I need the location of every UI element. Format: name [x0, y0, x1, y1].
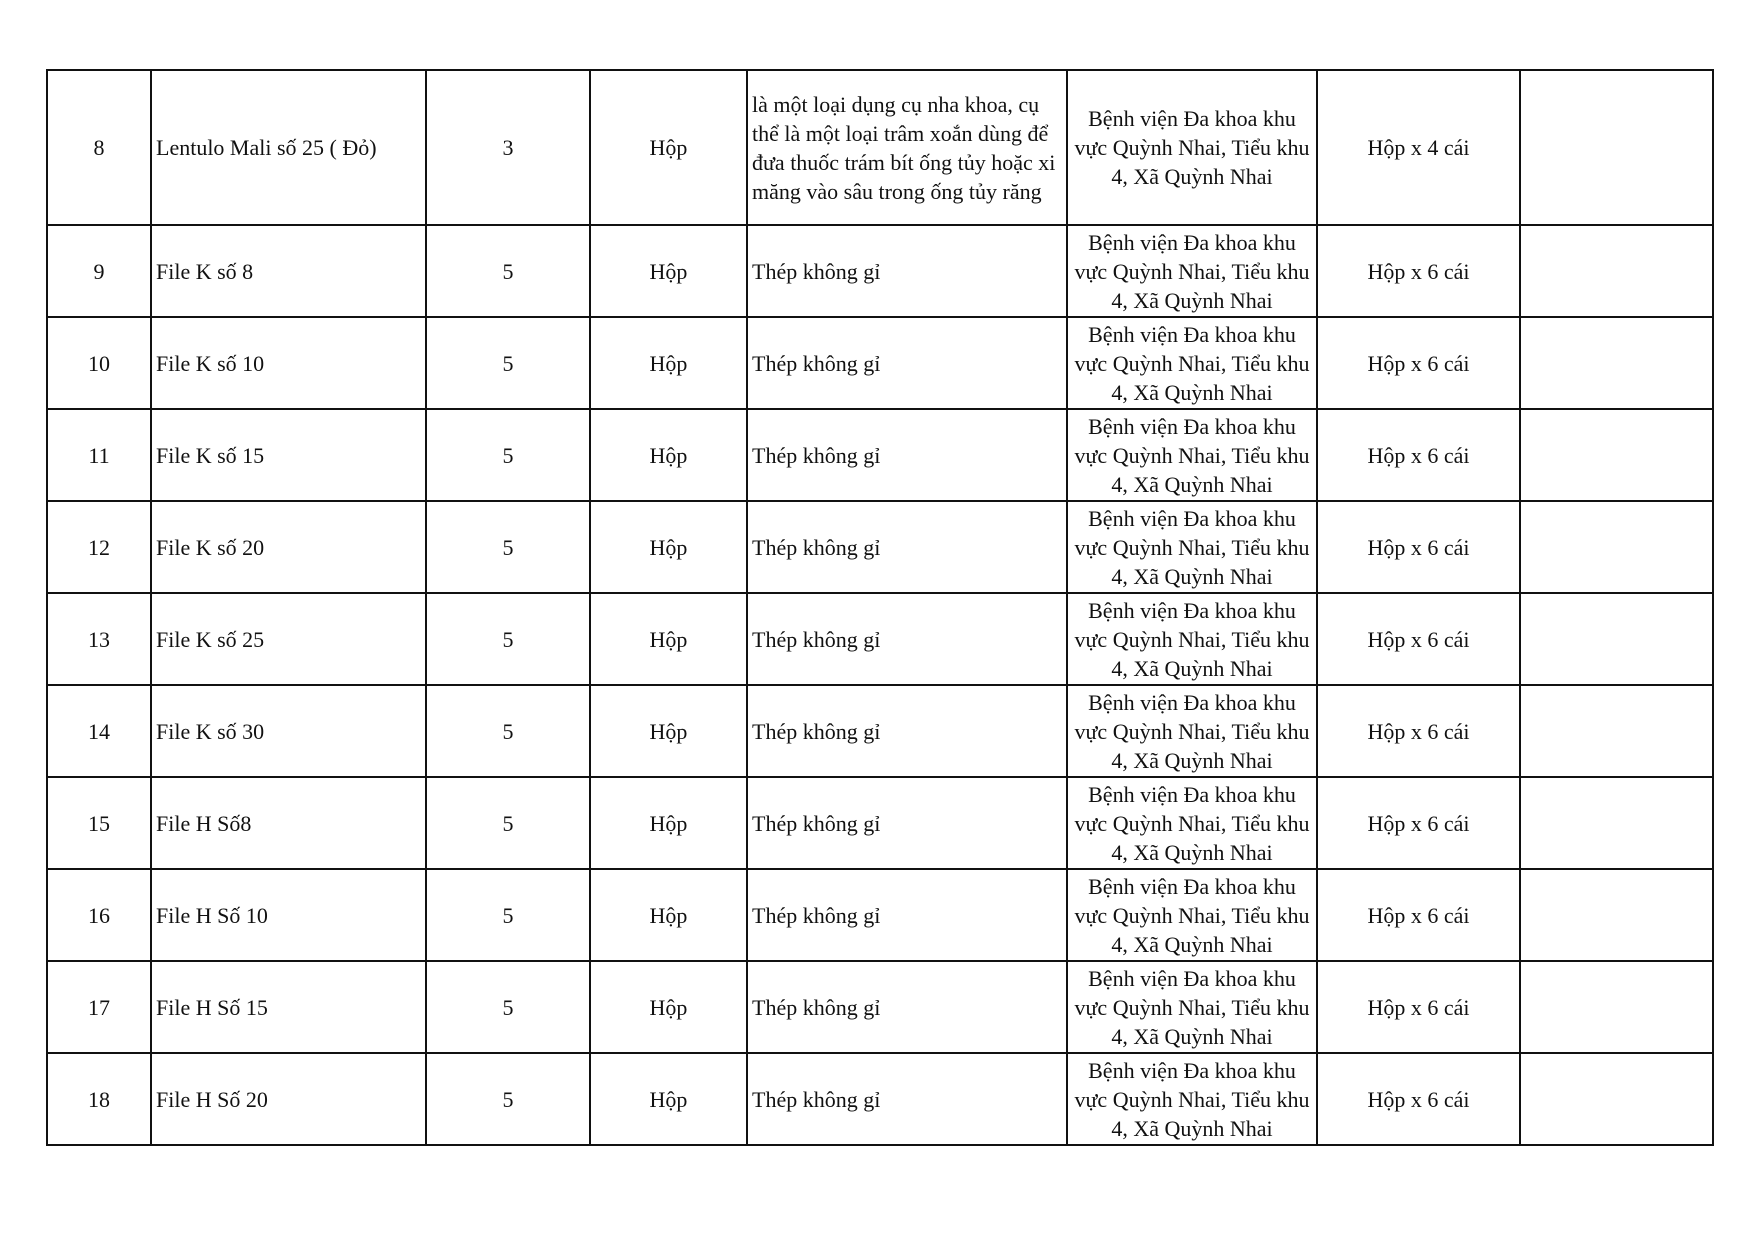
cell-quantity: 5 — [426, 409, 590, 501]
cell-stt: 8 — [47, 70, 151, 225]
cell-unit: Hộp — [590, 225, 747, 317]
table-row — [47, 225, 1713, 317]
cell-address: Bệnh viện Đa khoa khu vực Quỳnh Nhai, Tiểu khu 4, Xã Quỳnh Nhai — [1067, 685, 1317, 777]
cell-address: Bệnh viện Đa khoa khu vực Quỳnh Nhai, Tiểu khu 4, Xã Quỳnh Nhai — [1067, 501, 1317, 593]
cell-stt: 17 — [47, 961, 151, 1053]
cell-name: File K số 25 — [151, 593, 426, 685]
cell-note — [1520, 501, 1713, 593]
cell-note — [1520, 1053, 1713, 1145]
cell-unit: Hộp — [590, 409, 747, 501]
cell-address: Bệnh viện Đa khoa khu vực Quỳnh Nhai, Tiểu khu 4, Xã Quỳnh Nhai — [1067, 869, 1317, 961]
cell-stt: 10 — [47, 317, 151, 409]
cell-unit: Hộp — [590, 501, 747, 593]
cell-name: File K số 30 — [151, 685, 426, 777]
cell-name: File H Số 15 — [151, 961, 426, 1053]
table-row — [47, 869, 1713, 961]
cell-name: File K số 20 — [151, 501, 426, 593]
cell-description: Thép không gỉ — [747, 317, 1067, 409]
items-table — [46, 69, 1714, 1146]
cell-description: Thép không gỉ — [747, 1053, 1067, 1145]
cell-unit: Hộp — [590, 685, 747, 777]
cell-stt: 13 — [47, 593, 151, 685]
cell-quantity: 5 — [426, 777, 590, 869]
cell-address: Bệnh viện Đa khoa khu vực Quỳnh Nhai, Tiểu khu 4, Xã Quỳnh Nhai — [1067, 70, 1317, 225]
cell-description: Thép không gỉ — [747, 225, 1067, 317]
table-row — [47, 70, 1713, 225]
cell-packing: Hộp x 6 cái — [1317, 961, 1520, 1053]
cell-quantity: 5 — [426, 1053, 590, 1145]
cell-description: là một loại dụng cụ nha khoa, cụ thể là một loại trâm xoắn dùng để đưa thuốc trám bít ống tủy hoặc xi măng vào sâu trong ống tủy răng — [747, 70, 1067, 225]
cell-name: File H Số 20 — [151, 1053, 426, 1145]
cell-packing: Hộp x 6 cái — [1317, 593, 1520, 685]
cell-description: Thép không gỉ — [747, 409, 1067, 501]
cell-packing: Hộp x 6 cái — [1317, 225, 1520, 317]
cell-name: File H Số8 — [151, 777, 426, 869]
cell-address: Bệnh viện Đa khoa khu vực Quỳnh Nhai, Tiểu khu 4, Xã Quỳnh Nhai — [1067, 409, 1317, 501]
cell-note — [1520, 317, 1713, 409]
table-row — [47, 685, 1713, 777]
cell-address: Bệnh viện Đa khoa khu vực Quỳnh Nhai, Tiểu khu 4, Xã Quỳnh Nhai — [1067, 1053, 1317, 1145]
cell-note — [1520, 777, 1713, 869]
cell-packing: Hộp x 6 cái — [1317, 409, 1520, 501]
cell-packing: Hộp x 6 cái — [1317, 869, 1520, 961]
cell-quantity: 5 — [426, 685, 590, 777]
cell-name: File H Số 10 — [151, 869, 426, 961]
cell-quantity: 5 — [426, 225, 590, 317]
table-row — [47, 409, 1713, 501]
cell-name: Lentulo Mali số 25 ( Đỏ) — [151, 70, 426, 225]
table-row — [47, 777, 1713, 869]
cell-description: Thép không gỉ — [747, 501, 1067, 593]
table-row — [47, 961, 1713, 1053]
table-row — [47, 317, 1713, 409]
cell-unit: Hộp — [590, 869, 747, 961]
cell-packing: Hộp x 6 cái — [1317, 501, 1520, 593]
cell-name: File K số 15 — [151, 409, 426, 501]
cell-packing: Hộp x 6 cái — [1317, 685, 1520, 777]
cell-note — [1520, 869, 1713, 961]
cell-stt: 11 — [47, 409, 151, 501]
cell-quantity: 5 — [426, 593, 590, 685]
cell-name: File K số 10 — [151, 317, 426, 409]
cell-note — [1520, 409, 1713, 501]
cell-stt: 14 — [47, 685, 151, 777]
cell-packing: Hộp x 4 cái — [1317, 70, 1520, 225]
cell-description: Thép không gỉ — [747, 961, 1067, 1053]
cell-quantity: 5 — [426, 501, 590, 593]
cell-unit: Hộp — [590, 961, 747, 1053]
cell-address: Bệnh viện Đa khoa khu vực Quỳnh Nhai, Tiểu khu 4, Xã Quỳnh Nhai — [1067, 777, 1317, 869]
cell-description: Thép không gỉ — [747, 869, 1067, 961]
cell-description: Thép không gỉ — [747, 593, 1067, 685]
cell-unit: Hộp — [590, 70, 747, 225]
table-row — [47, 593, 1713, 685]
cell-quantity: 5 — [426, 317, 590, 409]
cell-note — [1520, 593, 1713, 685]
cell-note — [1520, 961, 1713, 1053]
cell-name: File K số 8 — [151, 225, 426, 317]
cell-description: Thép không gỉ — [747, 685, 1067, 777]
cell-quantity: 3 — [426, 70, 590, 225]
cell-address: Bệnh viện Đa khoa khu vực Quỳnh Nhai, Tiểu khu 4, Xã Quỳnh Nhai — [1067, 225, 1317, 317]
table-row — [47, 501, 1713, 593]
cell-address: Bệnh viện Đa khoa khu vực Quỳnh Nhai, Tiểu khu 4, Xã Quỳnh Nhai — [1067, 593, 1317, 685]
cell-quantity: 5 — [426, 869, 590, 961]
cell-unit: Hộp — [590, 593, 747, 685]
cell-stt: 18 — [47, 1053, 151, 1145]
cell-unit: Hộp — [590, 777, 747, 869]
table-row — [47, 1053, 1713, 1145]
cell-note — [1520, 685, 1713, 777]
cell-packing: Hộp x 6 cái — [1317, 777, 1520, 869]
cell-address: Bệnh viện Đa khoa khu vực Quỳnh Nhai, Tiểu khu 4, Xã Quỳnh Nhai — [1067, 317, 1317, 409]
cell-stt: 15 — [47, 777, 151, 869]
cell-packing: Hộp x 6 cái — [1317, 1053, 1520, 1145]
cell-note — [1520, 225, 1713, 317]
cell-stt: 9 — [47, 225, 151, 317]
cell-packing: Hộp x 6 cái — [1317, 317, 1520, 409]
cell-description: Thép không gỉ — [747, 777, 1067, 869]
cell-address: Bệnh viện Đa khoa khu vực Quỳnh Nhai, Tiểu khu 4, Xã Quỳnh Nhai — [1067, 961, 1317, 1053]
cell-stt: 12 — [47, 501, 151, 593]
cell-quantity: 5 — [426, 961, 590, 1053]
cell-unit: Hộp — [590, 1053, 747, 1145]
cell-unit: Hộp — [590, 317, 747, 409]
cell-stt: 16 — [47, 869, 151, 961]
cell-note — [1520, 70, 1713, 225]
